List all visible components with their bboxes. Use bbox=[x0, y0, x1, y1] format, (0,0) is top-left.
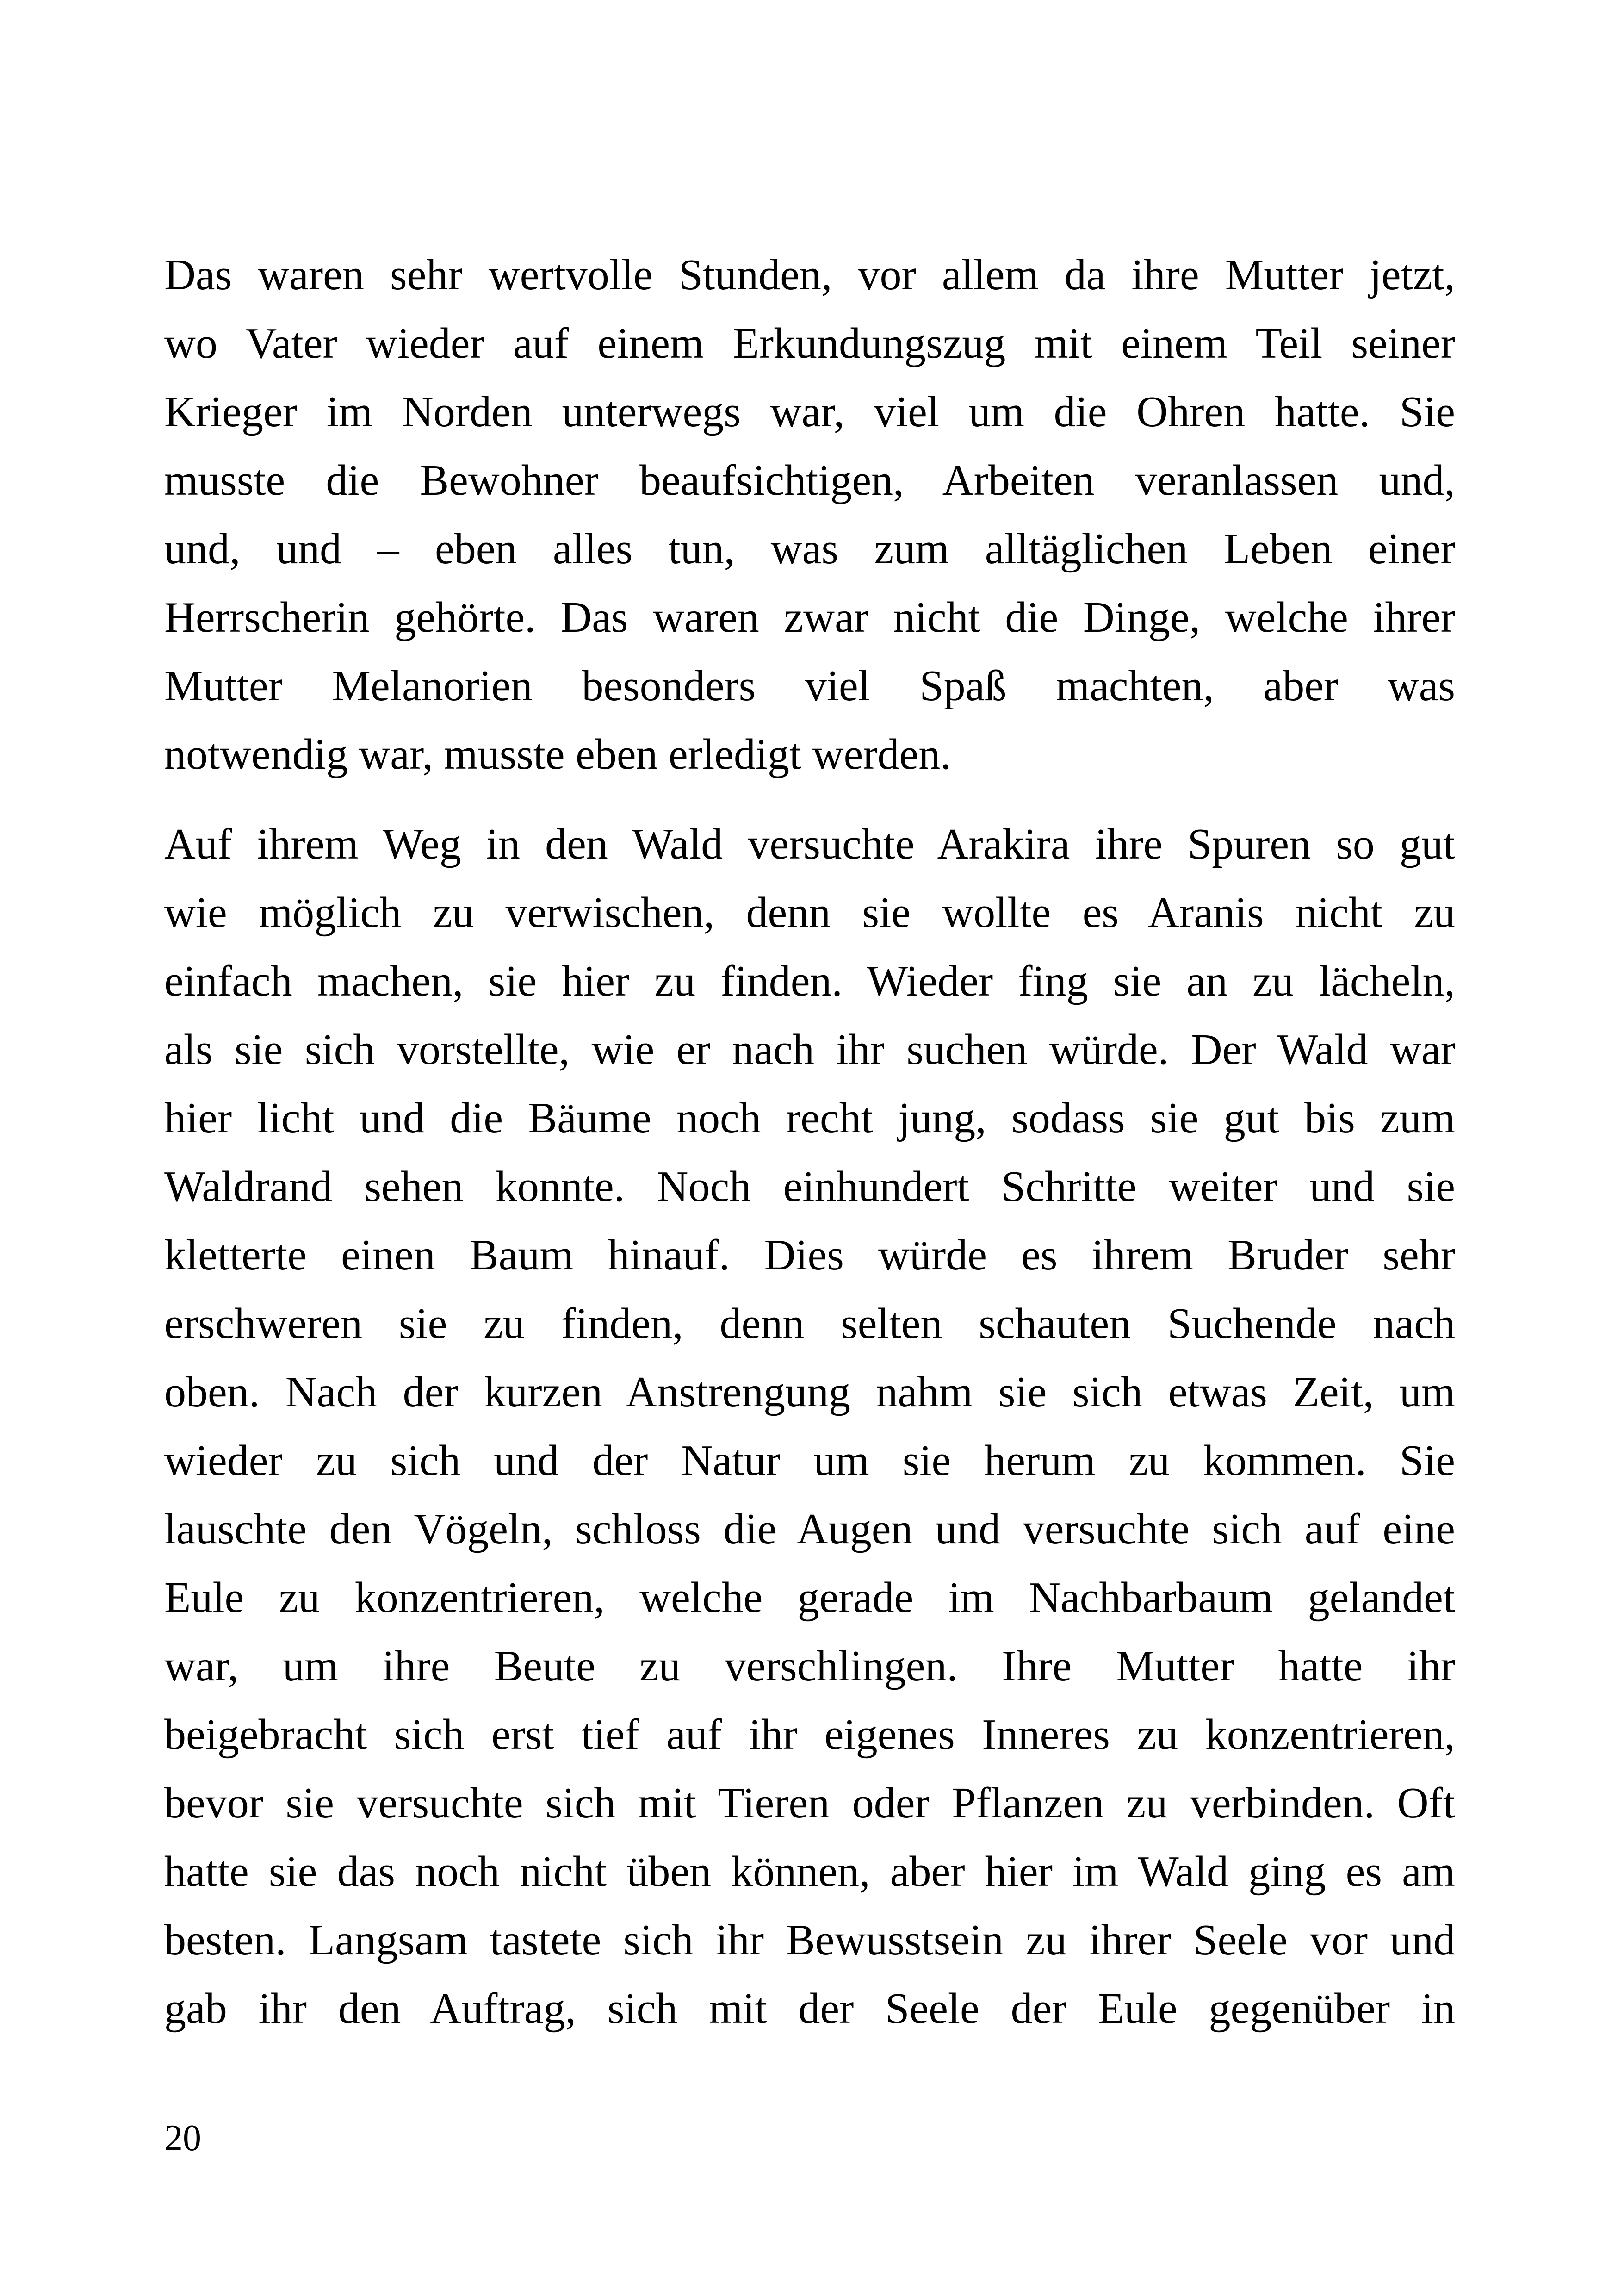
text-line: wie möglich zu verwischen, denn sie wollte es Aranis nicht zu bbox=[164, 889, 1455, 937]
text-line: gab ihr den Auftrag, sich mit der Seele der Eule gegenüber in bbox=[164, 1985, 1455, 2033]
text-line: einfach machen, sie hier zu finden. Wieder fing sie an zu lächeln, bbox=[164, 957, 1455, 1005]
page-number: 20 bbox=[164, 2118, 201, 2159]
text-line: bevor sie versuchte sich mit Tieren oder Pflanzen zu verbinden. Oft bbox=[164, 1779, 1455, 1827]
text-line: kletterte einen Baum hinauf. Dies würde es ihrem Bruder sehr bbox=[164, 1231, 1455, 1279]
text-line: Mutter Melanorien besonders viel Spaß machten, aber was bbox=[164, 662, 1455, 710]
text-line: Herrscherin gehörte. Das waren zwar nicht die Dinge, welche ihrer bbox=[164, 593, 1455, 641]
text-line: oben. Nach der kurzen Anstrengung nahm sie sich etwas Zeit, um bbox=[164, 1368, 1455, 1416]
text-line: hatte sie das noch nicht üben können, aber hier im Wald ging es am bbox=[164, 1848, 1455, 1896]
body-text bbox=[164, 241, 1455, 2064]
text-line: war, um ihre Beute zu verschlingen. Ihre Mutter hatte ihr bbox=[164, 1642, 1455, 1690]
text-line: Auf ihrem Weg in den Wald versuchte Arakira ihre Spuren so gut bbox=[164, 820, 1455, 868]
paragraph-2 bbox=[164, 810, 1455, 2043]
text-line: notwendig war, musste eben erledigt werden. bbox=[164, 730, 951, 778]
text-line: wieder zu sich und der Natur um sie herum zu kommen. Sie bbox=[164, 1437, 1455, 1485]
text-line: Krieger im Norden unterwegs war, viel um die Ohren hatte. Sie bbox=[164, 388, 1455, 436]
text-line: als sie sich vorstellte, wie er nach ihr suchen würde. Der Wald war bbox=[164, 1026, 1455, 1074]
text-line: wo Vater wieder auf einem Erkundungszug mit einem Teil seiner bbox=[164, 319, 1455, 367]
text-line: beigebracht sich erst tief auf ihr eigenes Inneres zu konzentrieren, bbox=[164, 1711, 1455, 1759]
text-line: Das waren sehr wertvolle Stunden, vor allem da ihre Mutter jetzt, bbox=[164, 251, 1455, 299]
text-line: Eule zu konzentrieren, welche gerade im Nachbarbaum gelandet bbox=[164, 1574, 1455, 1622]
text-line: besten. Langsam tastete sich ihr Bewusstsein zu ihrer Seele vor und bbox=[164, 1916, 1455, 1964]
text-line: Waldrand sehen konnte. Noch einhundert Schritte weiter und sie bbox=[164, 1163, 1455, 1211]
text-line: lauschte den Vögeln, schloss die Augen und versuchte sich auf eine bbox=[164, 1505, 1455, 1553]
text-line: und, und – eben alles tun, was zum alltäglichen Leben einer bbox=[164, 525, 1455, 573]
paragraph-1 bbox=[164, 241, 1455, 789]
text-line: erschweren sie zu finden, denn selten schauten Suchende nach bbox=[164, 1300, 1455, 1348]
text-line: hier licht und die Bäume noch recht jung, sodass sie gut bis zum bbox=[164, 1094, 1455, 1142]
text-line: musste die Bewohner beaufsichtigen, Arbeiten veranlassen und, bbox=[164, 456, 1455, 504]
